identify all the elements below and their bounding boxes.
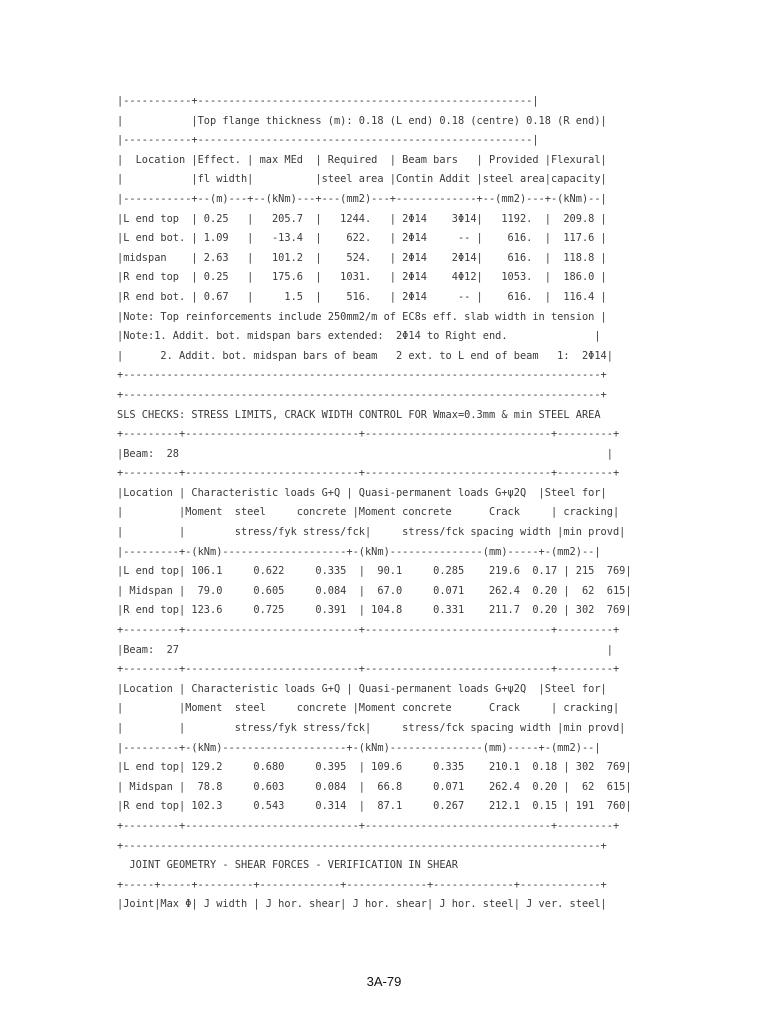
table-row: |L end top| 129.2 0.680 0.395 | 109.6 0.335 210.1 0.18 | 302 769| <box>117 761 632 774</box>
table-rule: +---------+----------------------------+------------------------------+---------+ <box>117 819 620 832</box>
table-rule: +---------+----------------------------+------------------------------+---------+ <box>117 663 620 676</box>
table-rule: +---------+----------------------------+------------------------------+---------+ <box>117 467 620 480</box>
table-header-row: | | stress/fyk stress/fck| stress/fck spacing width |min provd| <box>117 722 626 734</box>
table-header-row: | |Moment steel concrete |Moment concrete Crack | cracking| <box>117 702 620 715</box>
note-line: |Note:1. Addit. bot. midspan bars extended: 2Φ14 to Right end. | <box>117 330 601 343</box>
table-rule: +-----------------------------------------------------------------------------+ <box>117 369 607 382</box>
note-line: | 2. Addit. bot. midspan bars of beam 2 ext. to L end of beam 1: 2Φ14| <box>117 349 613 362</box>
table-header-row: | | stress/fyk stress/fck| stress/fck spacing width |min provd| <box>117 526 626 539</box>
table-row: |midspan | 2.63 | 101.2 | 524. | 2Φ14 2Φ14| 616. | 118.8 | <box>117 251 607 264</box>
note-line: |Note: Top reinforcements include 250mm2/m of EC8s eff. slab width in tension | <box>117 310 607 323</box>
table-row: |L end bot. | 1.09 | -13.4 | 622. | 2Φ14 -- | 616. | 117.6 | <box>117 232 607 245</box>
table-rule: |-----------+------------------------------------------------------| <box>117 134 539 147</box>
table-row: |R end top | 0.25 | 175.6 | 1031. | 2Φ14 4Φ12| 1053. | 186.0 | <box>117 271 607 284</box>
table-header-row: |Location | Characteristic loads G+Q | Quasi-permanent loads G+ψ2Q |Steel for| <box>117 486 607 499</box>
calculation-listing <box>117 92 632 915</box>
table-row: |R end top| 123.6 0.725 0.391 | 104.8 0.331 211.7 0.20 | 302 769| <box>117 604 632 617</box>
table-header-row: |Location | Characteristic loads G+Q | Quasi-permanent loads G+ψ2Q |Steel for| <box>117 682 607 695</box>
table-rule: |-----------+------------------------------------------------------| <box>117 95 539 107</box>
table-row: |L end top| 106.1 0.622 0.335 | 90.1 0.285 219.6 0.17 | 215 769| <box>117 565 632 578</box>
table-units-row: |-----------+--(m)---+--(kNm)---+---(mm2)---+-------------+--(mm2)---+-(kNm)--| <box>117 192 607 205</box>
table-row: |R end top| 102.3 0.543 0.314 | 87.1 0.267 212.1 0.15 | 191 760| <box>117 800 632 813</box>
table-header-row: | |Moment steel concrete |Moment concrete Crack | cracking| <box>117 506 620 519</box>
table-row: | Midspan | 79.0 0.605 0.084 | 67.0 0.071 262.4 0.20 | 62 615| <box>117 584 632 597</box>
page-number: 3A-79 <box>366 974 402 989</box>
section-heading: JOINT GEOMETRY - SHEAR FORCES - VERIFICATION IN SHEAR <box>117 859 458 872</box>
table-rule: +---------+----------------------------+------------------------------+---------+ <box>117 428 620 441</box>
table-row: |R end bot. | 0.67 | 1.5 | 516. | 2Φ14 -- | 616. | 116.4 | <box>117 290 607 303</box>
table-units-row: |---------+-(kNm)--------------------+-(kNm)---------------(mm)-----+-(mm2)--| <box>117 545 601 558</box>
table-rule: +-----------------------------------------------------------------------------+ <box>117 388 607 401</box>
table-rule: +---------+----------------------------+------------------------------+---------+ <box>117 624 620 637</box>
table-header-row: |Joint|Max Φ| J width | J hor. shear| J hor. shear| J hor. steel| J ver. steel| <box>117 898 607 911</box>
table-rule: +-----+-----+---------+-------------+-------------+-------------+-------------+ <box>117 878 607 891</box>
table-header-row: | |fl width| |steel area |Contin Addit |steel area|capacity| <box>117 173 607 186</box>
table-row: |L end top | 0.25 | 205.7 | 1244. | 2Φ14 3Φ14| 1192. | 209.8 | <box>117 212 607 225</box>
section-heading: SLS CHECKS: STRESS LIMITS, CRACK WIDTH CONTROL FOR Wmax=0.3mm & min STEEL AREA <box>117 408 601 421</box>
table-units-row: |---------+-(kNm)--------------------+-(kNm)---------------(mm)-----+-(mm2)--| <box>117 741 601 754</box>
table-header-row: | Location |Effect. | max MEd | Required | Beam bars | Provided |Flexural| <box>117 153 607 166</box>
beam-label: |Beam: 27 | <box>117 643 613 656</box>
beam-label: |Beam: 28 | <box>117 447 613 460</box>
table-row: | Midspan | 78.8 0.603 0.084 | 66.8 0.071 262.4 0.20 | 62 615| <box>117 780 632 793</box>
table-rule: +-----------------------------------------------------------------------------+ <box>117 839 607 852</box>
flange-thickness-row: | |Top flange thickness (m): 0.18 (L end) 0.18 (centre) 0.18 (R end)| <box>117 114 607 127</box>
